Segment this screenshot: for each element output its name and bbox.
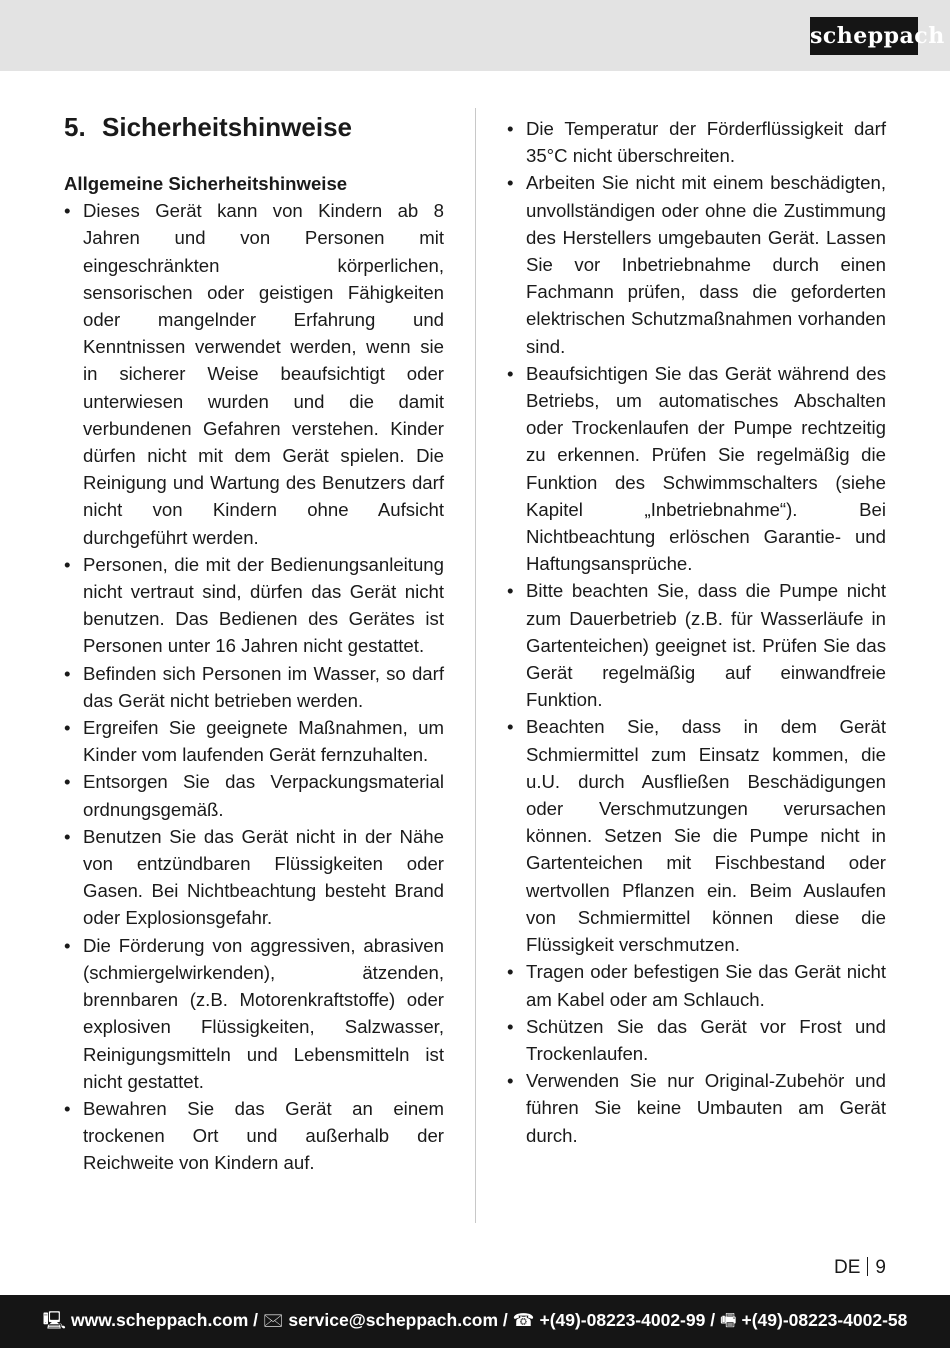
page-number: [834, 1255, 886, 1281]
list-item: • Beachten Sie, dass in dem Gerät Schmiermittel zum Einsatz kommen, die u.U. durch Ausfließen Beschädigungen oder Verschmutzungen verursachen können. Setzen Sie die Pumpe nicht in Gartenteichen mit Fischbestand oder wertvollen Pflanzen ein. Beim Auslaufen von Schmiermittel können diese die Flüssigkeit verschmutzen.: [507, 713, 886, 958]
list-item: • Beaufsichtigen Sie das Gerät während des Betriebs, um automatisches Abschalten oder Trockenlaufen der Pumpe rechtzeitig zu erkennen. Prüfen Sie regelmäßig die Funktion des Schwimmschalters (siehe Kapitel „Inbetriebnahme“). Bei Nichtbeachtung erlöschen Garantie- und Haftungsansprüche.: [507, 360, 886, 578]
footer-website[interactable]: www.scheppach.com: [70, 1310, 249, 1330]
subheading: Allgemeine Sicherheitshinweise: [64, 173, 348, 194]
computer-icon: 🖳: [42, 1310, 66, 1330]
phone-icon: ☎: [512, 1310, 535, 1330]
header-bar: [0, 0, 950, 71]
list-item: • Tragen oder befestigen Sie das Gerät nicht am Kabel oder am Schlauch.: [507, 958, 886, 1012]
list-item: • Bewahren Sie das Gerät an einem trockenen Ort und außerhalb der Reichweite von Kindern auf.: [64, 1095, 444, 1177]
footer-separator: /: [248, 1310, 263, 1330]
section-title: Sicherheitshinweise: [102, 112, 352, 142]
footer-email[interactable]: service@scheppach.com: [288, 1310, 499, 1330]
right-column: [507, 115, 886, 1149]
fax-icon: 🖷: [719, 1310, 737, 1330]
list-item: • Personen, die mit der Bedienungsanleitung nicht vertraut sind, dürfen das Gerät nicht benutzen. Das Bedienen des Gerätes ist Personen unter 16 Jahren nicht gestattet.: [64, 551, 444, 660]
section-heading: [64, 112, 444, 142]
list-item: • Bitte beachten Sie, dass die Pumpe nicht zum Dauerbetrieb (z.B. für Wasserläufe in Gartenteichen) geeignet ist. Prüfen Sie das Gerät regelmäßig auf einwandfreie Funktion.: [507, 577, 886, 713]
list-item: • Die Förderung von aggressiven, abrasiven (schmiergelwirkenden), ätzenden, brennbaren (z.B. Motorenkraftstoffe) oder explosiven Flüssigkeiten, Salzwasser, Reinigungsmitteln und Lebensmitteln ist nicht gestattet.: [64, 932, 444, 1095]
list-item: • Entsorgen Sie das Verpackungsmaterial ordnungsgemäß.: [64, 768, 444, 822]
right-bullet-list: [507, 115, 886, 1149]
footer-bar: [0, 1295, 950, 1348]
list-item: • Benutzen Sie das Gerät nicht in der Nähe von entzündbaren Flüssigkeiten oder Gasen. Bei Nichtbeachtung besteht Brand oder Explosionsgefahr.: [64, 823, 444, 932]
list-item: • Die Temperatur der Förderflüssigkeit darf 35°C nicht überschreiten.: [507, 115, 886, 169]
left-bullet-list: [64, 197, 444, 1176]
page-language: DE: [834, 1257, 861, 1278]
footer-separator: /: [705, 1310, 720, 1330]
page-number-separator: [867, 1257, 868, 1276]
list-item: • Schützen Sie das Gerät vor Frost und Trockenlaufen.: [507, 1013, 886, 1067]
footer-fax: +(49)-08223-4002-58: [741, 1310, 908, 1330]
page-number-value: 9: [875, 1257, 886, 1278]
brand-logo: scheppach: [810, 17, 918, 55]
list-item: • Arbeiten Sie nicht mit einem beschädigten, unvollständigen oder ohne die Zustimmung des Herstellers umgebauten Gerät. Lassen Sie vor Inbetriebnahme durch einen Fachmann prüfen, dass die geforderten elektrischen Schutzmaßnahmen vorhanden sind.: [507, 169, 886, 359]
left-column: [64, 112, 444, 1177]
list-item: • Befinden sich Personen im Wasser, so darf das Gerät nicht betrieben werden.: [64, 660, 444, 714]
envelope-icon: 🖂: [262, 1310, 284, 1330]
footer-separator: /: [498, 1310, 513, 1330]
list-item: • Verwenden Sie nur Original-Zubehör und führen Sie keine Umbauten am Gerät durch.: [507, 1067, 886, 1149]
column-divider: [475, 108, 476, 1223]
footer-phone: +(49)-08223-4002-99: [539, 1310, 706, 1330]
list-item: • Ergreifen Sie geeignete Maßnahmen, um Kinder vom laufenden Gerät fernzuhalten.: [64, 714, 444, 768]
section-number: 5.: [64, 112, 86, 142]
list-item: • Dieses Gerät kann von Kindern ab 8 Jahren und von Personen mit eingeschränkten körperlichen, sensorischen oder geistigen Fähigkeiten oder mangelnder Erfahrung und Kenntnissen verwendet werden, wenn sie in sicherer Weise beaufsichtigt oder unterwiesen wurden und die damit verbundenen Gefahren verstehen. Kinder dürfen nicht mit dem Gerät spielen. Die Reinigung und Wartung des Benutzers darf nicht von Kindern ohne Aufsicht durchgeführt werden.: [64, 197, 444, 551]
